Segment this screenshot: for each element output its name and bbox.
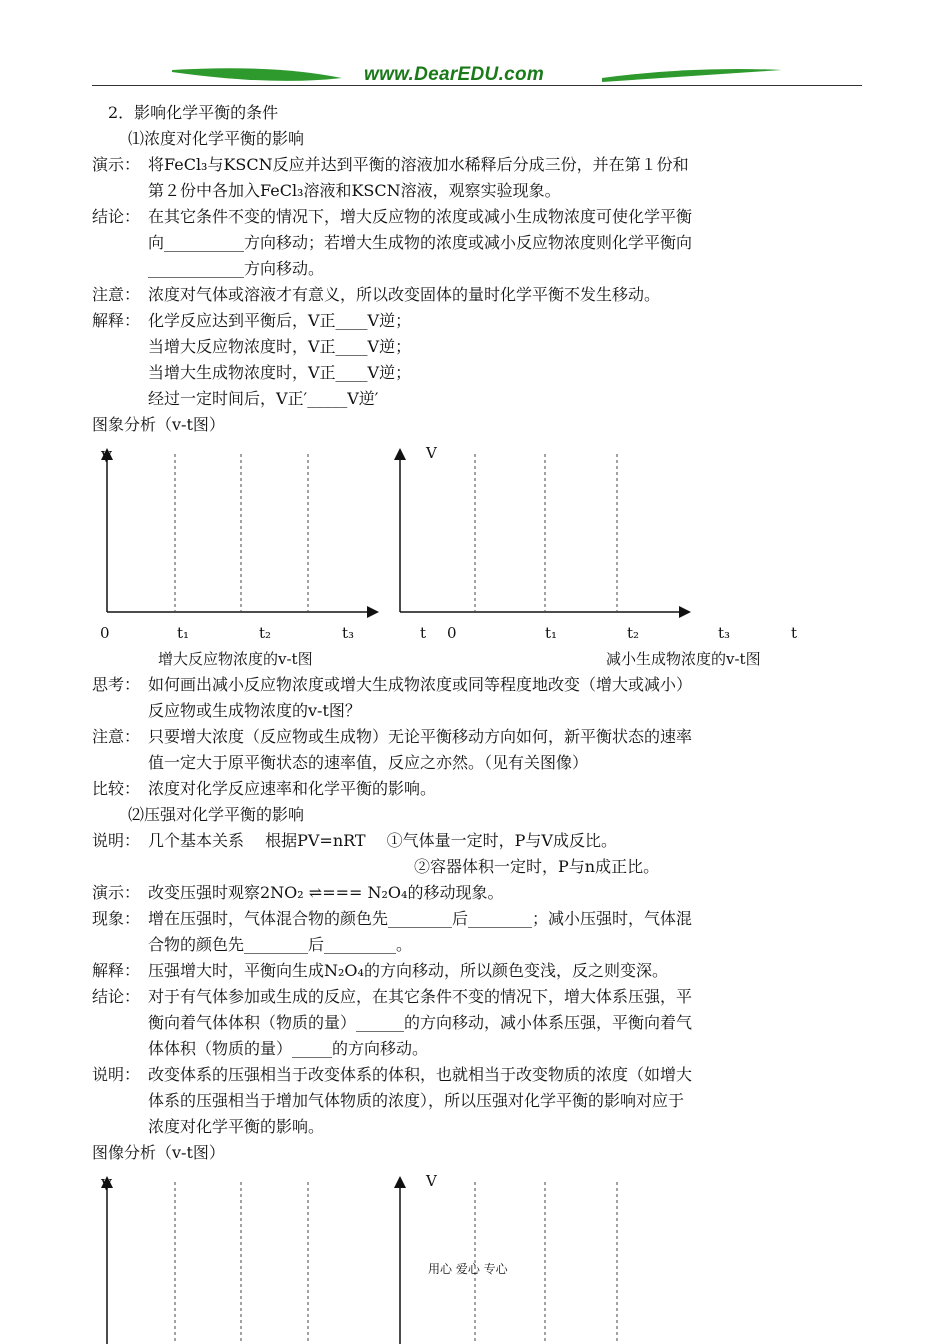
- left-y-label: V: [101, 448, 112, 466]
- left-t3-label: t₃: [342, 624, 355, 642]
- concl2-line-2: 衡向着气体体积（物质的量）______的方向移动，减小体系压强，平衡向着气: [148, 1013, 693, 1032]
- site-logo[interactable]: www.DearEDU.com: [364, 64, 545, 85]
- left-origin-label: 0: [100, 624, 110, 642]
- left-t1-label: t₁: [177, 624, 190, 642]
- note-text: 浓度对气体或溶液才有意义，所以改变固体的量时化学平衡不发生移动。: [148, 285, 661, 304]
- explanation-label: 解释：: [92, 311, 141, 330]
- vt-graphs-concentration: [95, 444, 835, 650]
- concl2-label: 结论：: [92, 987, 141, 1006]
- expl2-label: 解释：: [92, 961, 141, 980]
- p-right-y-label: V: [426, 1172, 437, 1190]
- page-header: [92, 60, 862, 92]
- right-t3-label: t₃: [718, 624, 731, 642]
- vt-graphs-pressure: [95, 1172, 835, 1344]
- page-footer: 用心 爱心 专心: [428, 1262, 508, 1276]
- graph-analysis-title-1: 图象分析（v-t图）: [92, 415, 225, 434]
- explanation-line-3: 当增大生成物浓度时，V正____V逆；: [148, 363, 412, 382]
- explain3-line-1: 改变体系的压强相当于改变体系的体积，也就相当于改变物质的浓度（如增大: [148, 1065, 693, 1084]
- section-title: 2．影响化学平衡的条件: [108, 103, 279, 122]
- note2-line-1: 只要增大浓度（反应物或生成物）无论平衡移动方向如何，新平衡状态的速率: [148, 727, 693, 746]
- expl2-text: 压强增大时，平衡向生成N₂O₄的方向移动，所以颜色变浅，反之则变深。: [148, 961, 668, 980]
- right-y-label: V: [426, 444, 437, 462]
- header-rule: [92, 85, 862, 86]
- demo2-text: 改变压强时观察2NO₂ ⇌=== N₂O₄的移动现象。: [148, 883, 504, 902]
- explanation-line-1: 化学反应达到平衡后，V正____V逆；: [148, 311, 412, 330]
- explain3-line-3: 浓度对化学平衡的影响。: [148, 1117, 325, 1136]
- subsection-pressure: ⑵压强对化学平衡的影响: [128, 805, 305, 824]
- explain2-label: 说明：: [92, 831, 141, 850]
- think-line-1: 如何画出减小反应物浓度或增大生成物浓度或同等程度地改变（增大或减小）: [148, 675, 693, 694]
- left-x-label: t: [420, 624, 427, 642]
- explain2-line-1: 几个基本关系 根据PV=nRT ①气体量一定时，P与V成反比。: [148, 831, 617, 850]
- compare-text: 浓度对化学反应速率和化学平衡的影响。: [148, 779, 437, 798]
- right-origin-label: 0: [447, 624, 457, 642]
- think-label: 思考：: [92, 675, 141, 694]
- concl2-line-3: 体体积（物质的量）_____的方向移动。: [148, 1039, 429, 1058]
- left-graph-caption: 增大反应物浓度的v-t图: [158, 650, 313, 668]
- right-t1-label: t₁: [545, 624, 558, 642]
- subsection-concentration: ⑴浓度对化学平衡的影响: [128, 129, 305, 148]
- explain3-label: 说明：: [92, 1065, 141, 1084]
- right-x-label: t: [791, 624, 798, 642]
- note2-label: 注意：: [92, 727, 141, 746]
- explanation-line-2: 当增大反应物浓度时，V正____V逆；: [148, 337, 412, 356]
- right-graph-caption: 减小生成物浓度的v-t图: [606, 650, 761, 668]
- think-line-2: 反应物或生成物浓度的v-t图？: [148, 701, 361, 720]
- graph-analysis-title-2: 图像分析（v-t图）: [92, 1143, 225, 1162]
- explain3-line-2: 体系的压强相当于增加气体物质的浓度），所以压强对化学平衡的影响对应于: [148, 1091, 685, 1110]
- demo2-label: 演示：: [92, 883, 141, 902]
- demo-label: 演示：: [92, 155, 141, 174]
- demo-line-2: 第２份中各加入FeCl₃溶液和KSCN溶液，观察实验现象。: [148, 181, 561, 200]
- compare-label: 比较：: [92, 779, 141, 798]
- left-t2-label: t₂: [259, 624, 272, 642]
- p-left-y-label: V: [101, 1176, 112, 1194]
- concl2-line-1: 对于有气体参加或生成的反应，在其它条件不变的情况下，增大体系压强，平: [148, 987, 693, 1006]
- phenomenon-label: 现象：: [92, 909, 141, 928]
- conclusion-label: 结论：: [92, 207, 141, 226]
- note-label: 注意：: [92, 285, 141, 304]
- right-t2-label: t₂: [627, 624, 640, 642]
- explain2-line-2: ②容器体积一定时，P与n成正比。: [414, 857, 660, 876]
- conclusion-line-1: 在其它条件不变的情况下，增大反应物的浓度或减小生成物浓度可使化学平衡: [148, 207, 693, 226]
- demo-line-1: 将FeCl₃与KSCN反应并达到平衡的溶液加水稀释后分成三份，并在第１份和: [148, 155, 689, 174]
- conclusion-line-3: ____________方向移动。: [148, 259, 325, 278]
- explanation-line-4: 经过一定时间后，V正′_____V逆′: [148, 389, 379, 408]
- phenomenon-line-1: 增在压强时，气体混合物的颜色先________后________；减小压强时，气体混: [148, 909, 693, 928]
- phenomenon-line-2: 合物的颜色先________后_________。: [148, 935, 413, 954]
- note2-line-2: 值一定大于原平衡状态的速率值，反应之亦然。（见有关图像）: [148, 753, 589, 772]
- conclusion-line-2: 向__________方向移动；若增大生成物的浓度或减小反应物浓度则化学平衡向: [148, 233, 693, 252]
